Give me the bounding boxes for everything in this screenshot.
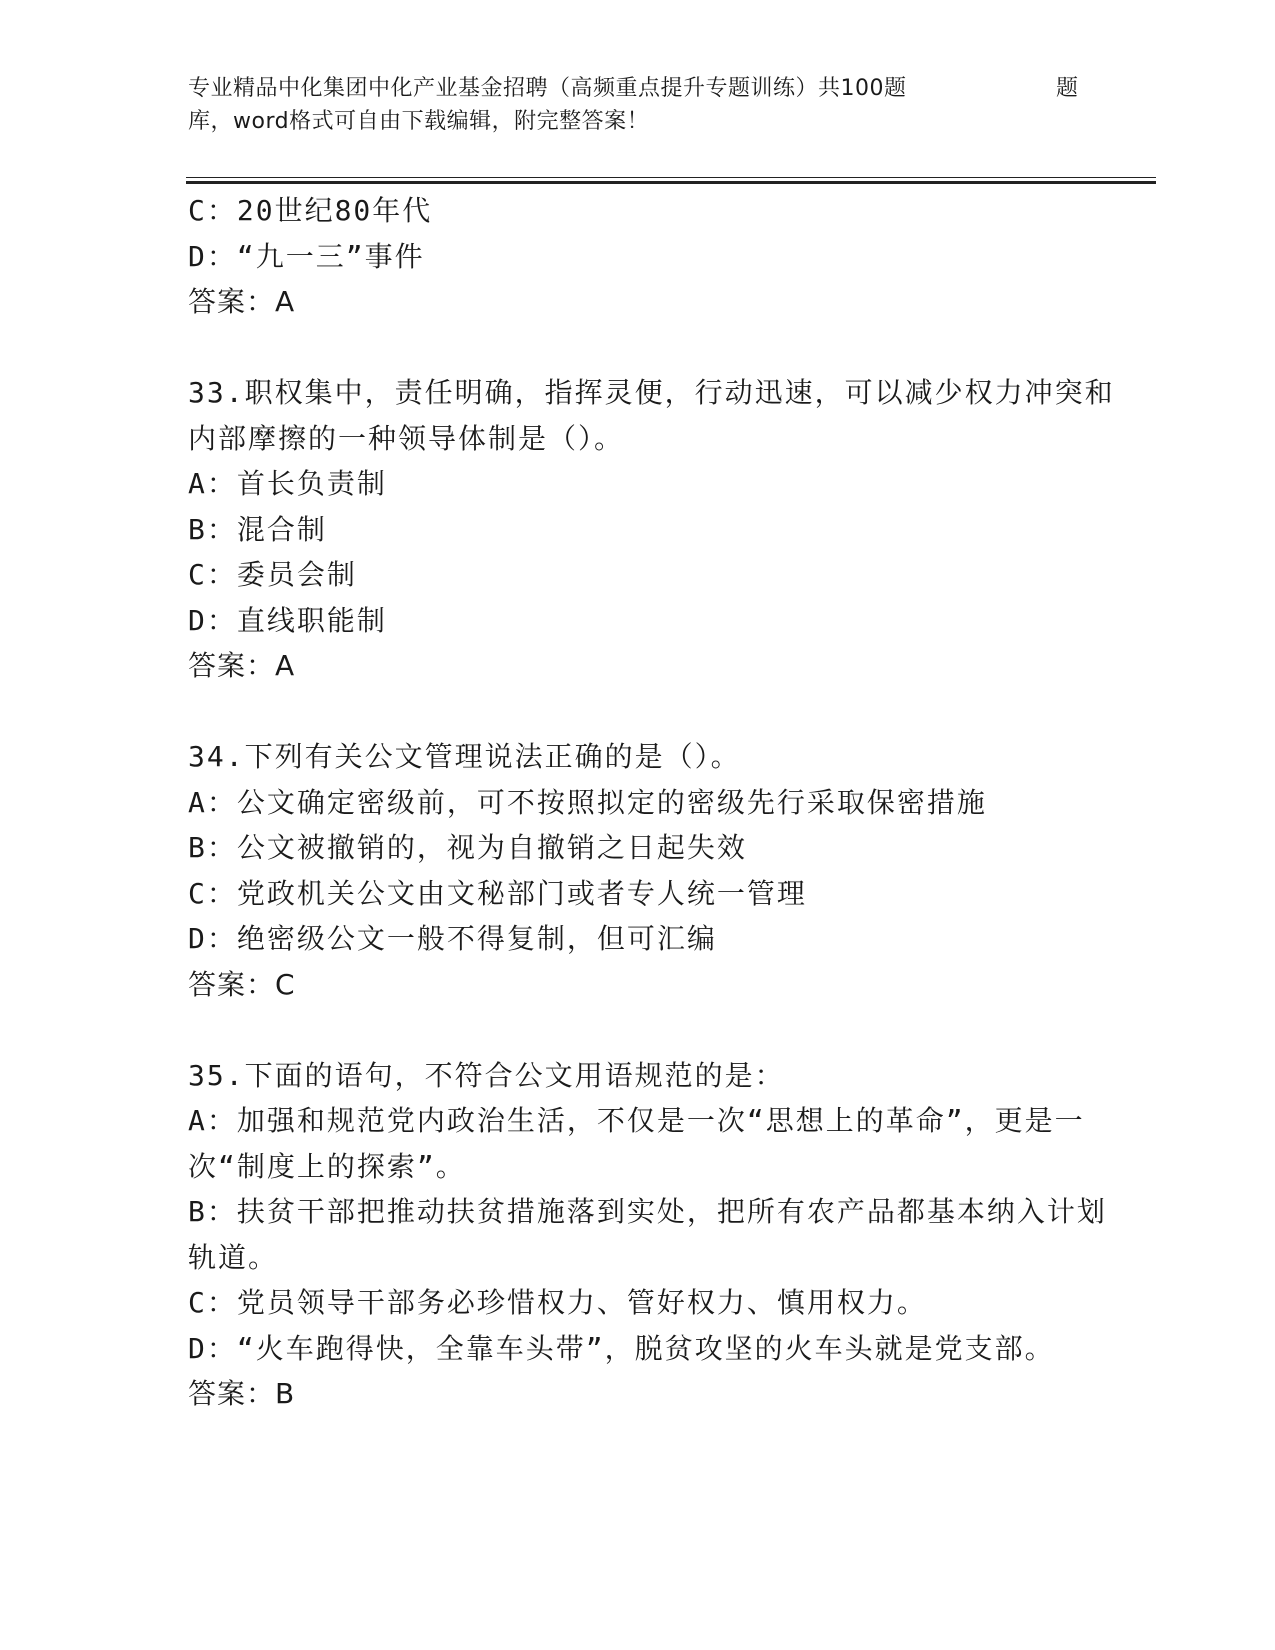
option-c: C：党政机关公文由文秘部门或者专人统一管理	[188, 876, 807, 910]
option-b: B：混合制	[188, 512, 327, 546]
option-d: D：“火车跑得快，全靠车头带”，脱贫攻坚的火车头就是党支部。	[188, 1331, 1055, 1365]
document-header	[188, 72, 1088, 138]
option-a-cont: 次“制度上的探索”。	[188, 1149, 466, 1183]
option-d: D：绝密级公文一般不得复制，但可汇编	[188, 922, 717, 955]
option-a: A：首长负责制	[188, 467, 387, 500]
header-title-line-1: 专业精品中化集团中化产业基金招聘（高频重点提升专题训练）共100题	[188, 76, 907, 101]
option-b: B：扶贫干部把推动扶贫措施落到实处，把所有农产品都基本纳入计划	[188, 1195, 1107, 1228]
answer-line: 答案：C	[188, 967, 296, 1001]
question-content	[188, 188, 1115, 1417]
option-d: D：“九一三”事件	[188, 239, 425, 273]
option-b: B：公文被撤销的，视为自撤销之日起失效	[188, 831, 747, 864]
option-c: C：党员领导干部务必珍惜权力、管好权力、慎用权力。	[188, 1286, 927, 1319]
question-34-stem: 34.下列有关公文管理说法正确的是（）。	[188, 740, 741, 773]
question-35-stem: 35.下面的语句，不符合公文用语规范的是：	[188, 1058, 785, 1092]
option-a: A：加强和规范党内政治生活，不仅是一次“思想上的革命”，更是一	[188, 1104, 1085, 1137]
question-33-stem-cont: 内部摩擦的一种领导体制是（）。	[188, 421, 625, 455]
option-b-cont: 轨道。	[188, 1240, 279, 1274]
option-c: C：20世纪80年代	[188, 194, 433, 227]
spacer	[188, 325, 1088, 371]
answer-line: 答案：B	[188, 1377, 296, 1410]
option-a: A：公文确定密级前，可不按照拟定的密级先行采取保密措施	[188, 785, 987, 819]
answer-line: 答案：A	[188, 285, 296, 318]
spacer	[188, 689, 1088, 735]
header-divider-thick	[186, 181, 1156, 184]
question-33-stem: 33.职权集中，责任明确，指挥灵便，行动迅速，可以减少权力冲突和	[188, 376, 1115, 409]
answer-line: 答案：A	[188, 649, 296, 682]
option-c: C：委员会制	[188, 558, 357, 591]
spacer	[188, 1007, 1088, 1053]
header-title-tail: 题	[1056, 76, 1079, 101]
header-title-line-2: 库，word格式可自由下载编辑，附完整答案！	[188, 109, 650, 134]
header-divider-thin	[186, 177, 1156, 178]
option-d: D：直线职能制	[188, 603, 387, 637]
